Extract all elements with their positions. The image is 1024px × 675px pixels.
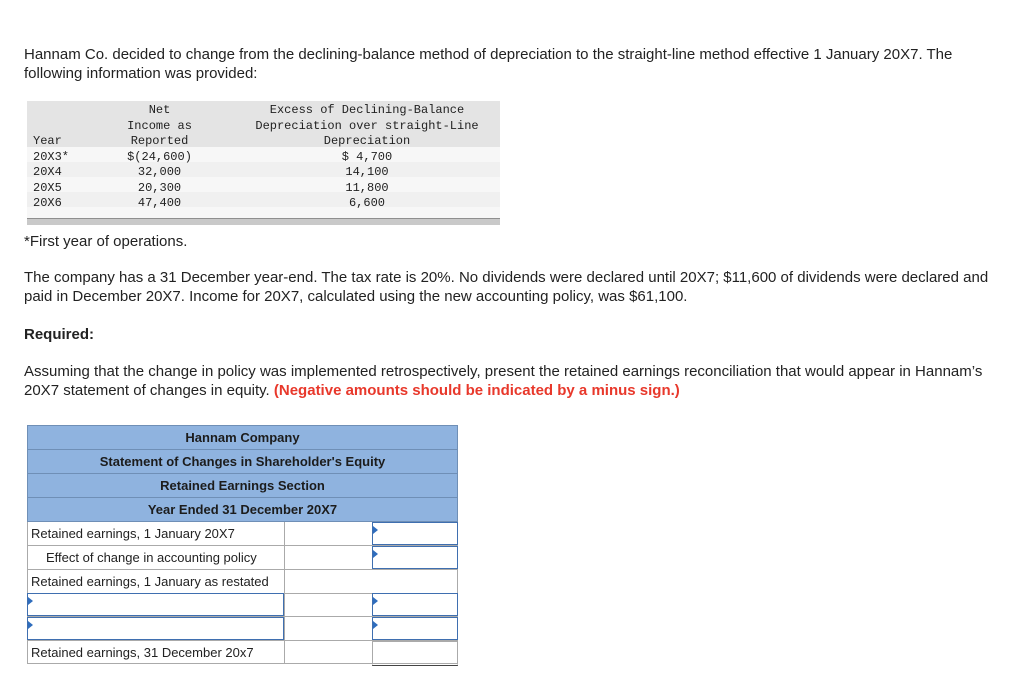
row-label: Retained earnings, 1 January 20X7	[31, 526, 235, 541]
excess-header-line: Depreciation over straight-Line	[255, 119, 479, 133]
row-restated-opening	[31, 570, 269, 593]
dropdown-marker-icon	[373, 621, 378, 629]
net-header-line: Reported	[130, 134, 189, 148]
net-header-line: Net	[148, 103, 171, 117]
net-income-cell: 47,400	[137, 196, 182, 210]
dropdown-marker-icon	[373, 597, 378, 605]
row-effect-of-change	[46, 546, 257, 569]
form-section-header: Retained Earnings Section	[27, 473, 458, 498]
excess-cell: $ 4,700	[341, 150, 393, 164]
year-cell: 20X5	[33, 181, 62, 195]
form-bottom-border	[27, 663, 458, 664]
line-item-label-input-1[interactable]	[27, 593, 284, 616]
required-instructions	[24, 362, 1009, 400]
footnote: *First year of operations.	[24, 233, 188, 250]
required-heading: Required:	[24, 326, 95, 343]
year-cell: 20X4	[33, 165, 62, 179]
form-period-header: Year Ended 31 December 20X7	[27, 497, 458, 522]
depreciation-data-table	[27, 101, 500, 225]
row-label: Retained earnings, 31 December 20x7	[31, 645, 254, 660]
dropdown-marker-icon	[373, 526, 378, 534]
problem-details: The company has a 31 December year-end. The tax rate is 20%. No dividends were declared until 20X7; $11,600 of dividends were declared and paid in December 20X7. Income for 20X7, calculated using the new accounting policy, was $61,100.	[24, 269, 989, 305]
form-statement-header: Statement of Changes in Shareholder's Equity	[27, 449, 458, 474]
year-cell: 20X3*	[33, 150, 70, 164]
net-income-cell: 32,000	[137, 165, 182, 179]
form-company-header: Hannam Company	[27, 425, 458, 450]
intro-text: Hannam Co. decided to change from the declining-balance method of depreciation to the straight-line method effective 1 January 20X7. The following information was provided:	[24, 46, 953, 82]
amount-input-line-1[interactable]	[372, 593, 458, 616]
amount-input-opening[interactable]	[372, 522, 458, 545]
dropdown-marker-icon	[28, 597, 33, 605]
excess-cell: 11,800	[345, 181, 389, 195]
row-retained-earnings-closing	[31, 641, 254, 664]
negative-amounts-note: (Negative amounts should be indicated by a minus sign.)	[273, 382, 680, 399]
excess-cell: 14,100	[345, 165, 389, 179]
excess-header-line: Excess of Declining-Balance	[269, 103, 465, 117]
row-label: Effect of change in accounting policy	[46, 550, 257, 565]
excess-header-line: Depreciation	[323, 134, 411, 148]
dropdown-marker-icon	[28, 621, 33, 629]
dropdown-marker-icon	[373, 550, 378, 558]
instructions-text: Assuming that the change in policy was implemented retrospectively, present the retained earnings reconciliation that would appear in Hannam’s 20X7 statement of changes in equity.	[24, 363, 983, 399]
net-income-cell: 20,300	[137, 181, 182, 195]
year-cell: 20X6	[33, 196, 62, 210]
line-item-label-input-2[interactable]	[27, 617, 284, 640]
retained-earnings-form	[27, 425, 458, 664]
net-income-cell: $(24,600)	[127, 150, 192, 164]
row-retained-earnings-opening	[31, 522, 235, 545]
year-header: Year	[33, 134, 62, 148]
excess-cell: 6,600	[348, 196, 385, 210]
table-bottom-rule	[27, 218, 500, 225]
amount-input-line-2[interactable]	[372, 617, 458, 640]
net-header-line: Income as	[127, 119, 192, 133]
row-label: Retained earnings, 1 January as restated	[31, 574, 269, 589]
amount-input-effect-of-change[interactable]	[372, 546, 458, 569]
